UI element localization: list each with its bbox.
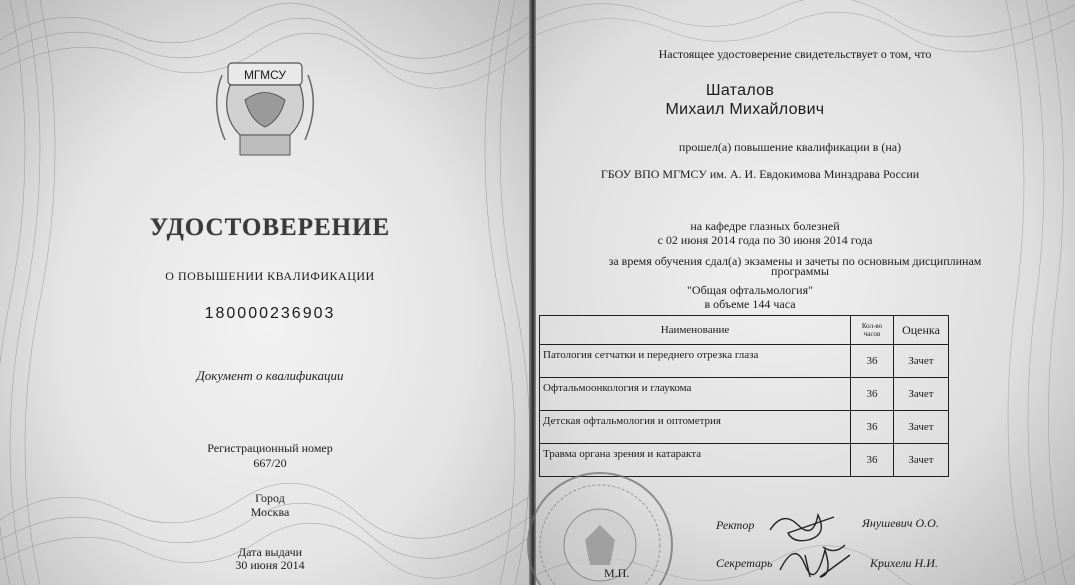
header-hours xyxy=(851,316,894,345)
table-row xyxy=(540,345,949,378)
discipline-hours: 36 xyxy=(851,345,894,378)
city-label: Город xyxy=(255,491,285,505)
discipline-grade: Зачет xyxy=(894,411,949,444)
discipline-hours: 36 xyxy=(851,378,894,411)
discipline-hours: 36 xyxy=(851,411,894,444)
left-page xyxy=(0,0,532,585)
passed-text: прошел(а) повышение квалификации в (на) xyxy=(678,140,902,154)
header-hours-line1: Кол-во xyxy=(861,322,883,330)
rector-label: Ректор xyxy=(716,518,755,532)
holder-given-names: Михаил Михайлович xyxy=(665,101,825,118)
emblem-text: МГМСУ xyxy=(243,68,287,82)
rector-name: Янушевич О.О. xyxy=(862,516,939,530)
official-seal-icon xyxy=(525,470,675,585)
header-name: Наименование xyxy=(540,316,851,345)
registration-number: 667/20 xyxy=(253,456,287,470)
study-period: с 02 июня 2014 года по 30 июня 2014 года xyxy=(657,233,873,247)
table-header-row xyxy=(540,316,949,345)
secretary-label: Секретарь xyxy=(716,556,773,570)
discipline-hours: 36 xyxy=(851,444,894,477)
holder-surname: Шаталов xyxy=(705,82,775,99)
header-grade: Оценка xyxy=(894,316,949,345)
exams-text-program: программы xyxy=(771,264,829,278)
stamp-label: М.П. xyxy=(604,566,630,580)
intro-text: Настоящее удостоверение свидетельствует о том, что xyxy=(658,47,932,61)
discipline-name: Детская офтальмология и оптометрия xyxy=(540,411,851,444)
department: на кафедре глазных болезней xyxy=(690,219,840,233)
program-name: "Общая офтальмология" xyxy=(687,283,813,297)
secretary-signature xyxy=(775,535,855,580)
document-title: УДОСТОВЕРЕНИЕ xyxy=(149,214,391,241)
issue-date-label: Дата выдачи xyxy=(237,545,303,559)
document-subtitle: О ПОВЫШЕНИИ КВАЛИФИКАЦИИ xyxy=(165,269,375,283)
disciplines-table xyxy=(539,315,949,477)
table-row xyxy=(540,411,949,444)
discipline-grade: Зачет xyxy=(894,444,949,477)
discipline-grade: Зачет xyxy=(894,378,949,411)
document-type: Документ о квалификации xyxy=(196,368,344,383)
discipline-grade: Зачет xyxy=(894,345,949,378)
secretary-name: Крихели Н.И. xyxy=(870,556,938,570)
discipline-name: Офтальмоонкология и глаукома xyxy=(540,378,851,411)
issue-date: 30 июня 2014 xyxy=(235,558,305,572)
registration-label: Регистрационный номер xyxy=(207,441,333,455)
certificate-number: 180000236903 xyxy=(204,305,336,322)
program-volume: в объеме 144 часа xyxy=(704,297,796,311)
exams-text: за время обучения сдал(а) экзамены и зачеты по основным дисциплинам xyxy=(608,254,982,268)
discipline-name: Травма органа зрения и катаракта xyxy=(540,444,851,477)
header-hours-line2: часов xyxy=(863,330,881,338)
city: Москва xyxy=(250,505,290,519)
table-row xyxy=(540,378,949,411)
institution: ГБОУ ВПО МГМСУ им. А. И. Евдокимова Минздрава России xyxy=(600,167,920,181)
discipline-name: Патология сетчатки и переднего отрезка глаза xyxy=(540,345,851,378)
